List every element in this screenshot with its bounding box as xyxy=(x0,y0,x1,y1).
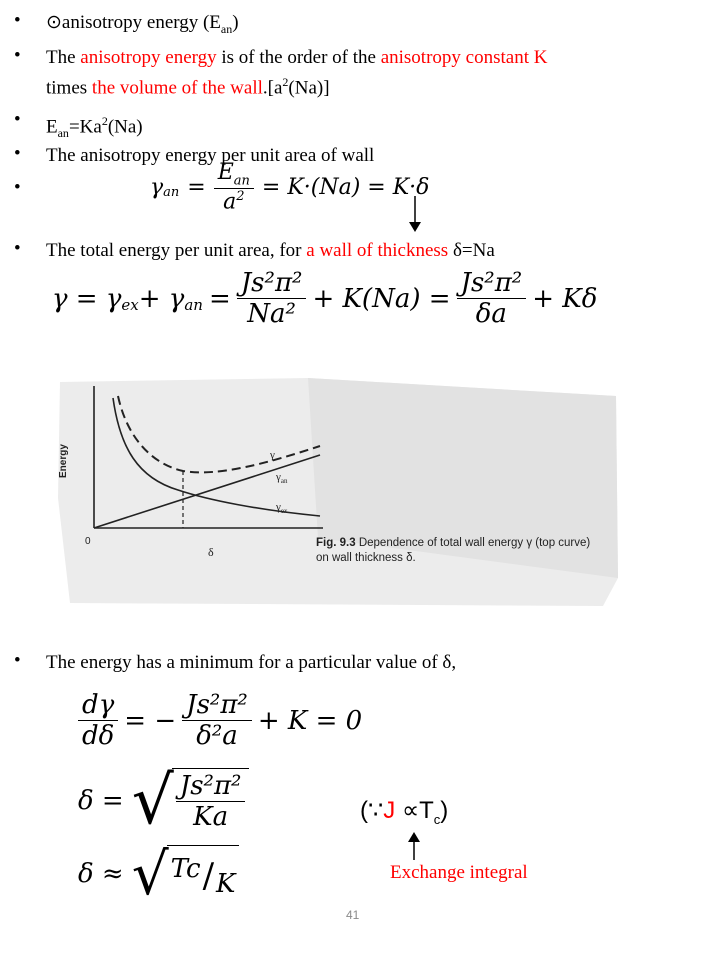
bullet-dot: • xyxy=(14,109,21,130)
b2-p5: times xyxy=(46,77,92,99)
bullet-anisotropy-order xyxy=(46,45,696,100)
eq3-rhs1: = − xyxy=(124,705,177,736)
b3-p2: an xyxy=(57,126,69,141)
bullet-dot: • xyxy=(14,238,21,259)
sqrt-icon: √ xyxy=(131,762,174,839)
equation-delta-sqrt xyxy=(78,762,249,839)
bullet-total-energy xyxy=(46,238,495,263)
b2-p8: 2 xyxy=(282,75,289,89)
circle-symbol: ⊙ xyxy=(46,12,62,33)
label-gamma-an: $\gamma_{an}$ xyxy=(276,471,288,485)
b2-p9: (Na)] xyxy=(288,77,330,99)
eq3-fraction xyxy=(182,690,252,751)
bullet-energy-minimum: The energy has a minimum for a particular value of δ, xyxy=(46,652,457,673)
equation-delta-approx xyxy=(78,840,239,908)
eq2-f2-num: Js²π² xyxy=(457,268,527,299)
eq3-dgamma: dγ xyxy=(78,690,118,721)
b3-p5: (Na) xyxy=(107,116,143,138)
annotation-sub: c xyxy=(433,811,441,827)
annotation-close: ) xyxy=(440,797,449,824)
caption-bold: Fig. 9.3 xyxy=(316,537,356,549)
label-gamma-ex: $\gamma_{ex}$ xyxy=(276,501,288,515)
gamma-an-line xyxy=(94,455,320,528)
down-arrow-icon xyxy=(405,196,425,234)
eq1-num: E xyxy=(217,160,234,185)
eq1-den: a xyxy=(223,189,237,215)
eq2-fraction-1 xyxy=(237,268,307,329)
equation-total-energy xyxy=(52,268,597,329)
exchange-integral-note: Exchange integral xyxy=(390,862,528,883)
eq1-lhs: γ xyxy=(150,174,164,200)
bullet-dot: • xyxy=(14,45,21,66)
gamma-total-curve xyxy=(118,396,320,472)
annotation-open: (∵ xyxy=(360,797,384,824)
b6-p2: a wall of thickness xyxy=(306,240,453,261)
annotation-j: J xyxy=(383,797,396,824)
eq2-lhs: γ = γ xyxy=(52,283,122,314)
b1-tail: ) xyxy=(232,12,239,33)
eq5-den: K xyxy=(216,868,236,899)
exchange-annotation xyxy=(360,796,448,827)
equation-gamma-an: γ $_{an}$ = $\frac{E_{an}}{a^2}$ = K·(Na) = K·δ xyxy=(150,160,430,215)
annotation-prop: ∝T xyxy=(401,797,434,824)
eq1-num-sub: an xyxy=(233,173,250,189)
bullet-anisotropy-energy xyxy=(46,10,239,42)
eq1-den-sup: 2 xyxy=(236,189,245,205)
eq2-f1-den: Na² xyxy=(247,299,296,329)
b3-p3: =Ka xyxy=(68,116,102,138)
b2-p7: .[a xyxy=(262,77,283,99)
b2-p3: is of the order of the xyxy=(216,47,381,68)
eq3-ddelta: dδ xyxy=(82,721,115,751)
figure-caption xyxy=(316,536,606,566)
x-axis-label: δ xyxy=(208,545,214,559)
eq2-f1-num: Js²π² xyxy=(237,268,307,299)
eq2-tail: + Kδ xyxy=(532,283,598,314)
b6-p3: δ=Na xyxy=(452,240,495,261)
b2-p1: The xyxy=(46,47,81,68)
eq3-den: δ²a xyxy=(196,721,238,751)
eq3-num: Js²π² xyxy=(182,690,252,721)
b2-p6: the volume of the wall xyxy=(91,77,263,99)
eq1-lhs-sub: an xyxy=(163,184,180,200)
eq4-den: Ka xyxy=(193,802,229,832)
bullet-ean-formula xyxy=(46,109,143,146)
eq4-sqrt xyxy=(131,762,250,839)
eq4-fraction xyxy=(176,771,246,832)
b1-sub: an xyxy=(220,21,233,36)
energy-thickness-chart xyxy=(58,378,618,608)
eq4-lhs: δ = xyxy=(78,786,124,816)
up-arrow-icon xyxy=(404,832,424,860)
bullet-dot: • xyxy=(14,143,21,164)
bullet-energy-per-area: The anisotropy energy per unit area of wall xyxy=(46,145,375,166)
eq2-fraction-2 xyxy=(457,268,527,329)
eq3-derivative xyxy=(78,690,118,751)
origin-label: 0 xyxy=(85,536,91,547)
b3-p1: E xyxy=(46,116,58,138)
b2-p4: anisotropy constant K xyxy=(380,47,548,68)
eq2-sub-an: an xyxy=(184,295,203,314)
bullet-dot: • xyxy=(14,650,21,671)
bullet-dot: • xyxy=(14,10,21,31)
scanned-figure xyxy=(58,378,618,608)
eq5-num: Tc xyxy=(170,853,201,884)
eq2-f2-den: δa xyxy=(475,299,507,329)
eq2-equals: = xyxy=(208,283,231,314)
eq1-fraction xyxy=(214,160,254,215)
caption-text: Dependence of total wall energy γ (top curve) on wall thickness δ. xyxy=(316,537,591,564)
page-number: 41 xyxy=(346,908,360,922)
eq1-rhs: = K·(Na) = K·δ xyxy=(261,174,430,200)
gamma-ex-curve xyxy=(113,398,320,516)
y-axis-label: Energy xyxy=(58,444,69,478)
bullet-dot: • xyxy=(14,177,21,198)
sqrt-icon: √ xyxy=(131,840,169,908)
label-gamma: γ xyxy=(270,449,275,461)
eq3-rhs2: + K = 0 xyxy=(257,705,363,736)
b3-p4: 2 xyxy=(101,114,108,128)
eq2-middle: + K(Na) = xyxy=(312,283,451,314)
b2-p2: anisotropy energy xyxy=(80,47,217,68)
eq2-sub-ex: ex xyxy=(121,295,139,314)
b6-p1: The total energy per unit area, for xyxy=(46,240,307,261)
eq5-sqrt: √ Tc / K xyxy=(132,845,240,903)
eq4-num: Js²π² xyxy=(176,771,246,802)
eq5-lhs: δ ≈ xyxy=(78,859,124,889)
b1-text: anisotropy energy (E xyxy=(61,12,221,33)
equation-derivative xyxy=(78,690,362,751)
eq2-plus: + γ xyxy=(138,283,185,314)
